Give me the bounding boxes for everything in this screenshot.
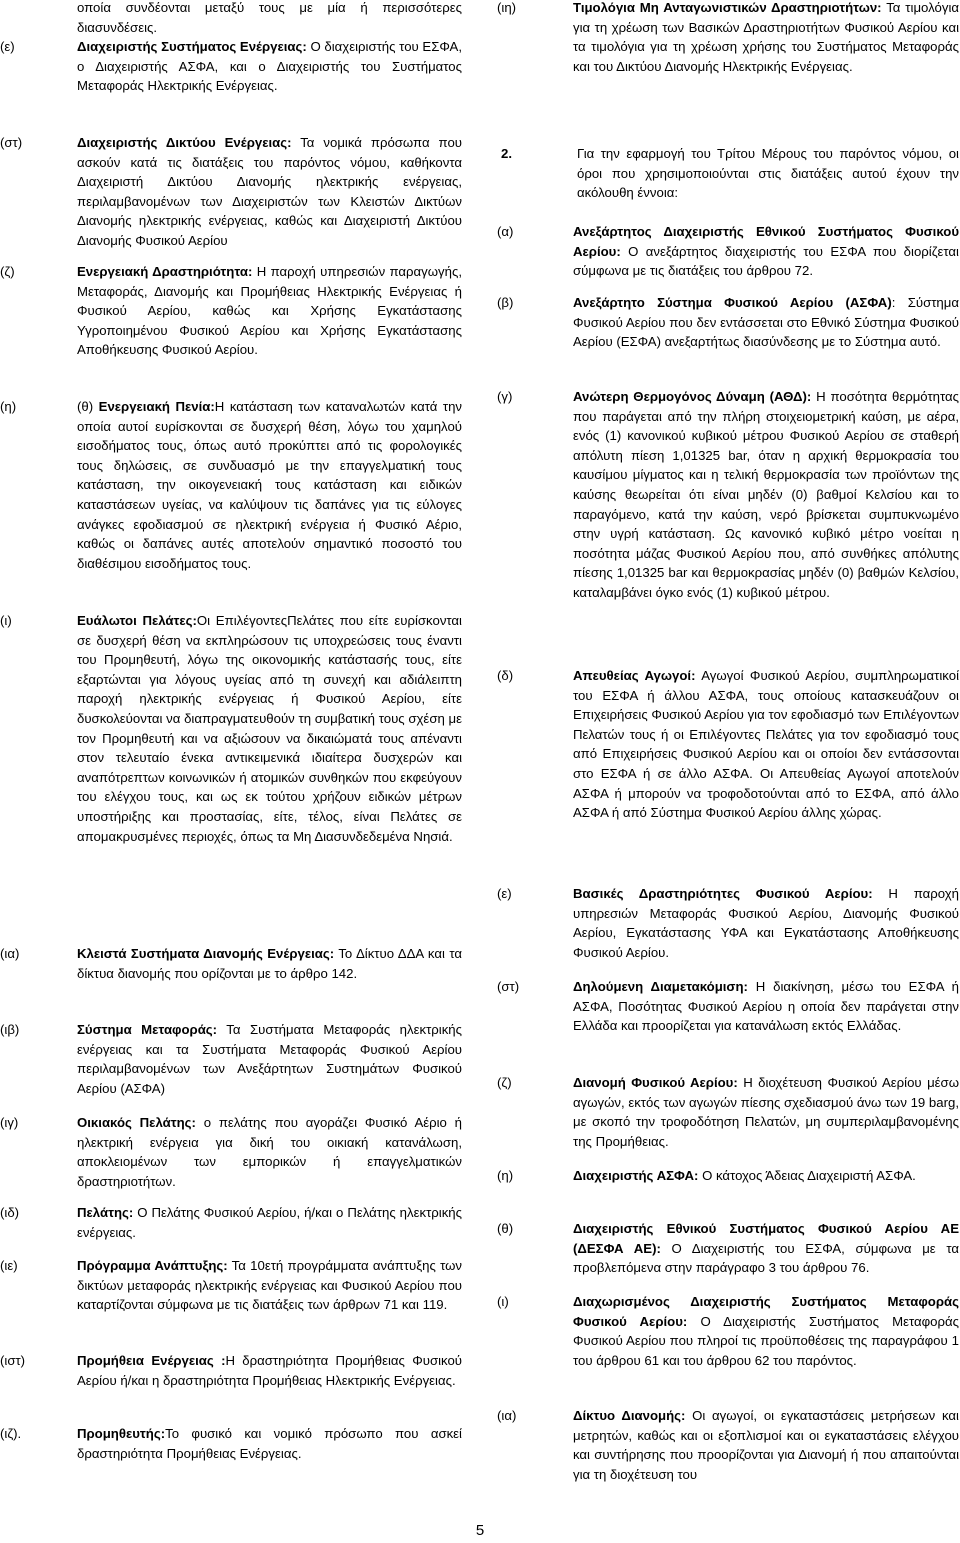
definition-item <box>0 37 462 96</box>
item-text: Ο διαχειριστής του ΕΣΦΑ, ο Διαχειριστής ΑΣΦΑ, και ο Διαχειριστής του Συστήματος Μεταφοράς Ηλεκτρικής Ενέργειας. <box>77 39 462 94</box>
item-prefix: (θ) <box>77 399 99 414</box>
item-term: Διαχειριστής Συστήματος Ενέργειας: <box>77 39 307 54</box>
item-text: Τα νομικά πρόσωπα που ασκούν κατά τις διατάξεις του παρόντος νόμου, καθήκοντα Διαχειριστή Δικτύου Διανομής ηλεκτρικής ενέργειας, περιλαμβανομένων των Διαχειριστών των Κλειστών Δικτύων Διανομής ηλεκτρικής ενέργειας, καθώς και Διαχειριστή Δικτύου Διανομής Φυσικού Αερίου <box>77 135 462 248</box>
item-term: Βασικές Δραστηριότητες Φυσικού Αερίου: <box>573 886 873 901</box>
item-term: Διαχειριστής Εθνικού Συστήματος Φυσικού Αερίου ΑΕ (ΔΕΣΦΑ ΑΕ): <box>573 1221 959 1256</box>
definition-item <box>497 0 959 76</box>
item-text: Η διακίνηση, μέσω του ΕΣΦΑ ή ΑΣΦΑ, Ποσότητας Φυσικού Αερίου η οποία δεν παράγεται στην Ελλάδα και προορίζεται για κατανάλωση εκτός Ελλάδας. <box>573 979 960 1034</box>
item-term: Ενεργειακή Δραστηριότητα: <box>77 264 253 279</box>
item-term: Διαχωρισμένος Διαχειριστής Συστήματος Μεταφοράς Φυσικού Αερίου: <box>573 1294 959 1329</box>
item-text: Η δραστηριότητα Προμήθειας Φυσικού Αερίου ή/και η δραστηριότητα Προμήθειας Ηλεκτρικής Ενέργειας. <box>77 1353 462 1388</box>
definition-item <box>497 884 959 962</box>
item-text: Ο ανεξάρτητος διαχειριστής του ΕΣΦΑ που διορίζεται σύμφωνα με τις διατάξεις του άρθρου 72. <box>573 243 959 279</box>
item-text: Η παροχή υπηρεσιών παραγωγής, Μεταφοράς, Διανομής και Προμήθειας Ηλεκτρικής Ενέργειας ή Φυσικού Αερίου, καθώς και Χρήσης Εγκατάστασης Υγροποιημένου Φυσικού Αερίου και Χρήσης Εγκατάστασης Αποθήκευσης Φυσικού Αερίου. <box>77 264 463 358</box>
item-term: Τιμολόγια Μη Ανταγωνιστικών Δραστηριοτήτων: <box>573 0 882 15</box>
item-label: (ι) <box>0 613 12 628</box>
item-label: (ι) <box>497 1294 509 1309</box>
item-term: Απευθείας Αγωγοί: <box>573 668 696 683</box>
item-text: Το Δίκτυο ΔΔΑ και τα δίκτυα διανομής που ορίζονται με το άρθρο 142. <box>77 946 462 981</box>
item-term: Ανεξάρτητο Σύστημα Φυσικού Αερίου (ΑΣΦΑ) <box>573 295 892 310</box>
item-label: (στ) <box>497 979 520 994</box>
item-label: (γ) <box>497 389 513 404</box>
item-label: (ε) <box>497 886 512 901</box>
definition-item <box>497 1292 959 1370</box>
definition-item <box>0 1351 462 1390</box>
item-label: (η) <box>0 399 17 414</box>
item-text: Τα 10ετή προγράμματα ανάπτυξης των δικτύων μεταφοράς ηλεκτρικής ενέργειας και Φυσικού Αερίου που καταρτίζονται σύμφωνα με τις διατάξεις των άρθρων 71 και 119. <box>77 1258 462 1313</box>
item-term: Δηλούμενη Διαμετακόμιση: <box>573 979 748 994</box>
item-label: (ια) <box>497 1408 517 1423</box>
item-text: Οι αγωγοί, οι εγκαταστάσεις μετρήσεων και μετρητών, καθώς και οι εξοπλισμοί και οι εγκαταστάσεις ελέγχου και συντήρησης που προορίζονται για Διανομή ή που απαιτούνται για τη διοχέτευση του <box>573 1408 959 1482</box>
item-term: Διαχειριστής ΑΣΦΑ: <box>573 1168 699 1183</box>
item-label: (ια) <box>0 946 20 961</box>
item-text: Ο κάτοχος Άδειας Διαχειριστή ΑΣΦΑ. <box>698 1168 916 1183</box>
item-term: Διανομή Φυσικού Αερίου: <box>573 1075 738 1090</box>
continuation-text: οποία συνδέονται μεταξύ τους με μία ή περισσότερες διασυνδέσεις. <box>77 0 462 35</box>
item-term: Πελάτης: <box>77 1205 134 1220</box>
continuation-paragraph <box>0 0 462 37</box>
item-term: Πρόγραμμα Ανάπτυξης: <box>77 1258 228 1273</box>
item-term: Δίκτυο Διανομής: <box>573 1408 686 1423</box>
definition-item <box>497 1166 959 1186</box>
item-text: Ο Διαχειριστής του ΕΣΦΑ, σύμφωνα με τα προβλεπόμενα στην παράγραφο 3 του άρθρου 76. <box>573 1240 959 1276</box>
definition-item <box>0 611 462 846</box>
item-label: (ιβ) <box>0 1022 20 1037</box>
item-text: Τα Συστήματα Μεταφοράς ηλεκτρικής ενέργειας και τα Συστήματα Μεταφοράς Φυσικού Αερίου περιλαμβανομένων των Ανεξάρτητων Συστημάτων Φυσικού Αερίου (ΑΣΦΑ) <box>77 1022 463 1096</box>
item-term: Ανώτερη Θερμογόνος Δύναμη (ΑΘΔ): <box>573 389 812 404</box>
item-label: (α) <box>497 224 514 239</box>
definition-item <box>497 1073 959 1151</box>
item-label: (η) <box>497 1168 514 1183</box>
item-term: Οικιακός Πελάτης: <box>77 1115 196 1130</box>
item-text: Αγωγοί Φυσικού Αερίου, συμπληρωματικοί του ΕΣΦΑ ή άλλου ΑΣΦΑ, τους οποίους κατασκευάζουν οι Επιχειρήσεις Φυσικού Αερίου για τον εφοδιασμό των Επιλέγοντων Πελατών τους ή οι Επιλέγοντες Πελάτες για τον εφοδιασμό τους από Επιχειρήσεις Φυσικού Αερίου και οι οποίοι δεν εντάσσονται στο ΕΣΦΑ ή σε άλλο ΑΣΦΑ. Οι Απευθείας Αγωγοί αποτελούν ΑΣΦΑ ή μπορούν να τροφοδοτούνται από το ΕΣΦΑ, από άλλο ΑΣΦΑ ή από Σύστημα Φυσικού Αερίου άλλης χώρας. <box>573 668 960 821</box>
definition-item <box>0 397 462 573</box>
item-term: Ανεξάρτητος Διαχειριστής Εθνικού Συστήματος Φυσικού Αερίου: <box>573 224 959 259</box>
item-term: Ενεργειακή Πενία: <box>98 399 215 414</box>
section-text: Για την εφαρμογή του Τρίτου Μέρους του παρόντος νόμου, οι όροι που χρησιμοποιούνται στις διατάξεις αυτού έχουν την ακόλουθη έννοια: <box>577 146 959 201</box>
section-number: 2. <box>501 146 512 161</box>
item-label: (στ) <box>0 135 23 150</box>
item-label: (ιη) <box>497 0 517 15</box>
item-text: Τα τιμολόγια για τη χρέωση των Βασικών Δραστηριοτήτων Φυσικού Αερίου και τα τιμολόγια για τη χρέωση χρήσης του Συστήματος Μεταφοράς και του Δικτύου Διανομής Ηλεκτρικής Ενέργειας. <box>573 0 959 74</box>
definition-item <box>497 977 959 1036</box>
item-label: (ζ) <box>497 1075 512 1090</box>
item-text: ο πελάτης που αγοράζει Φυσικό Αέριο ή ηλεκτρική ενέργεια για δική του οικιακή κατανάλωση, αποκλειομένων των εμπορικών ή επαγγελματικών δραστηριοτήτων. <box>77 1115 462 1189</box>
item-label: (ιστ) <box>0 1353 26 1368</box>
definition-item <box>0 1020 462 1098</box>
section-2 <box>501 144 959 203</box>
definition-item <box>497 1219 959 1278</box>
item-term: Ευάλωτοι Πελάτες: <box>77 613 197 628</box>
definition-item <box>497 666 959 823</box>
item-text: Ο Πελάτης Φυσικού Αερίου, ή/και ο Πελάτης ηλεκτρικής ενέργειας. <box>77 1205 462 1240</box>
item-label: (ιε) <box>0 1258 18 1273</box>
item-label: (ζ) <box>0 264 15 279</box>
definition-item <box>0 1256 462 1315</box>
item-term: Προμηθευτής: <box>77 1426 166 1441</box>
definition-item <box>0 1203 462 1242</box>
definition-item <box>497 222 959 281</box>
item-label: (β) <box>497 295 514 310</box>
item-text: Η κατάσταση των καταναλωτών κατά την οποία αυτοί ευρίσκονται σε δυσχερή θέση, λόγω του χαμηλού εισοδήματος τους, όπως αυτό προκύπτει από τις φορολογικές τους δηλώσεις, σε συνδυασμό με την επαγγελματική τους κατάσταση, την οικογενειακή τους κατάσταση και ειδικών καταστάσεων υγείας, να καλύψουν τις δαπάνες για τις εύλογες ανάγκες εφοδιασμού σε ηλεκτρική ενέργεια ή Φυσικό Αέριο, καθώς οι δαπάνες αυτές αποτελούν σημαντικό ποσοστό του διαθέσιμου εισοδήματος τους. <box>77 399 463 571</box>
definition-item <box>0 133 462 251</box>
item-label: (ιζ). <box>0 1426 22 1441</box>
item-text: Η παροχή υπηρεσιών Μεταφοράς Φυσικού Αερίου, Διανομής Φυσικού Αερίου, Εγκατάστασης ΥΦΑ και Εγκατάστασης Αποθήκευσης Φυσικού Αερίου. <box>573 886 959 960</box>
definition-item <box>497 293 959 352</box>
item-label: (ε) <box>0 39 15 54</box>
definition-item <box>497 1406 959 1484</box>
item-term: Προμήθεια Ενέργειας : <box>77 1353 226 1368</box>
definition-item <box>0 262 462 360</box>
definition-item <box>0 1424 462 1463</box>
item-text: Η διοχέτευση Φυσικού Αερίου μέσω αγωγών, εκτός των αγωγών πίεσης σχεδιασμού άνω των 19 barg, με σκοπό την τροφοδότηση Πελατών, μη συμπεριλαμβανομένης της Προμήθειας. <box>573 1075 959 1149</box>
definition-item <box>0 1113 462 1191</box>
item-label: (θ) <box>497 1221 514 1236</box>
item-text: Το φυσικό και νομικό πρόσωπο που ασκεί δραστηριότητα Προμήθειας Ενέργειας. <box>77 1426 462 1461</box>
item-term: Σύστημα Μεταφοράς: <box>77 1022 218 1037</box>
item-text: : Σύστημα Φυσικού Αερίου που δεν εντάσσεται στο Εθνικό Σύστημα Φυσικού Αερίου (ΕΣΦΑ) ανεξαρτήτως διασύνδεσης με το Σύστημα αυτό. <box>573 295 959 350</box>
item-label: (ιγ) <box>0 1115 19 1130</box>
item-label: (ιδ) <box>0 1205 20 1220</box>
item-text: Η ποσότητα θερμότητας που παράγεται από την πλήρη στοιχειομετρική καύση, με αέρα, ενός (1) κανονικού κυβικού μέτρου Φυσικού Αερίου σε σταθερή απόλυτη πίεση 1,01325 bar, όταν η αρχική θερμοκρασία του καυσίμου μίγματος και η τελική θερμοκρασία των προϊόντων της καύσης θεωρείται ότι είναι μηδέν (0) βαθμοί Κελσίου και το παραγόμενο, κατά την καύση, νερό βρίσκεται συμπυκνωμένο στην υγρή κατάσταση. Ως κανονικό κυβικό μέτρο νοείται η ποσότητα μάζας Φυσικού Αερίου που, από συνθήκες απόλυτης πίεσης 1,01325 bar και θερμοκρασίας μηδέν (0) βαθμών Κελσίου, καταλαμβάνει όγκο ενός (1) κυβικού μέτρου. <box>573 389 959 600</box>
definition-item <box>0 944 462 983</box>
item-text: Οι ΕπιλέγοντεςΠελάτες που είτε ευρίσκονται σε δυσχερή θέση να εκπληρώσουν τις υποχρεώσεις τους έναντι του Προμηθευτή, λόγω της οικονομικής κατάστασής τους, είτε εξαρτώνται για λόγους υγείας από τη συνεχή και αδιάλειπτη παροχή ηλεκτρικής ενέργειας ή Φυσικού Αερίου, είτε δυσκολεύονται να διαπραγματευθούν τη συμβατική τους σχέση με τον Προμηθευτή και να αξιώσουν να δικαιώματά τους απέναντι στον τελευταίο ένεκα αντικειμενικά ιδιαίτερα δυσχερών και αναπότρεπτων κοινωνικών ή ατομικών συνθηκών που εκφεύγουν του ελέγχου τους, και ως εκ τούτου χρήζουν ειδικών μέτρων υποστήριξης και προστασίας, είτε, τέλος, είναι Πελάτες σε απομακρυσμένες περιοχές, όπως τα Μη Διασυνδεδεμένα Νησιά. <box>77 613 462 844</box>
definition-item <box>497 387 959 603</box>
item-label: (δ) <box>497 668 514 683</box>
page-number: 5 <box>475 1522 485 1539</box>
item-term: Κλειστά Συστήματα Διανομής Ενέργειας: <box>77 946 335 961</box>
item-term: Διαχειριστής Δικτύου Ενέργειας: <box>77 135 292 150</box>
item-text: Ο Διαχειριστής Συστήματος Μεταφοράς Φυσικού Αερίου που πληροί τις προϋποθέσεις της παραγράφου 1 του άρθρου 61 και του άρθρου 62 του παρόντος. <box>573 1313 959 1368</box>
